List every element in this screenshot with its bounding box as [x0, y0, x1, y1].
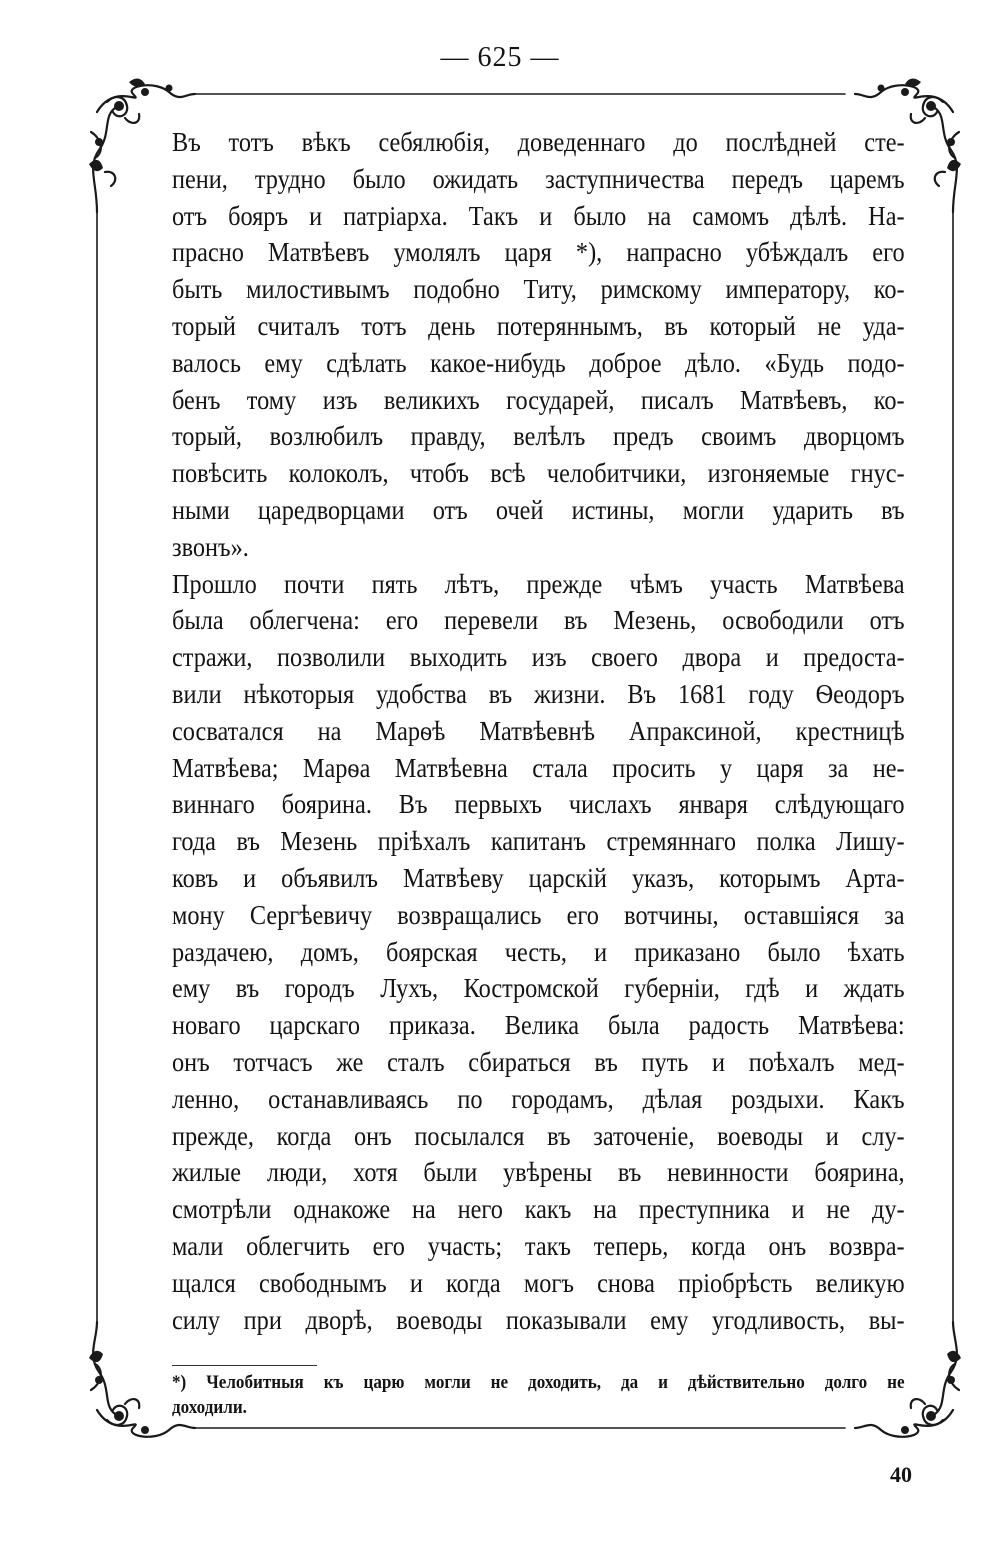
text-line: Въ тотъ вѣкъ себялюбія, доведеннаго до послѣдней сте-	[172, 127, 905, 157]
text-line: бенъ тому изъ великихъ государей, писалъ Матвѣевъ, ко-	[172, 384, 905, 415]
text-line: мону Сергѣевичу возвращались его вотчины, оставшіяся за	[172, 899, 905, 930]
text-line: Прошло почти пять лѣтъ, прежде чѣмъ участь Матвѣева	[172, 568, 905, 599]
text-line: новаго царскаго приказа. Велика была радость Матвѣева:	[172, 1010, 905, 1041]
text-line: быть милостивымъ подобно Титу, римскому императору, ко-	[172, 274, 905, 305]
text-line: вили нѣкоторыя удобства въ жизни. Въ 1681 году Ѳеодоръ	[172, 678, 905, 709]
text-line: раздачею, домъ, боярская честь, и приказано было ѣхать	[172, 936, 905, 967]
text-line: была облегчена: его перевели въ Мезень, освободили отъ	[172, 605, 905, 636]
text-line: силу при дворѣ, воеводы показывали ему угодливость, вы-	[172, 1304, 905, 1335]
text-line: мали облегчить его участь; такъ теперь, когда онъ возвра-	[172, 1230, 905, 1261]
text-line: Матвѣева; Марѳа Матвѣевна стала просить у царя за не-	[172, 752, 905, 783]
text-line: сосватался на Марѳѣ Матвѣевнѣ Апраксиной, крестницѣ	[172, 715, 905, 746]
footnote	[172, 1370, 905, 1420]
text-line: валось ему сдѣлать какое-нибудь доброе дѣло. «Будь подо-	[172, 347, 905, 378]
footnote-line: *) Челобитныя къ царю могли не доходить, да и дѣйствительно долго не	[172, 1372, 905, 1393]
text-line: ковъ и объявилъ Матвѣеву царскій указъ, которымъ Арта-	[172, 862, 905, 893]
text-line: виннаго боярина. Въ первыхъ числахъ января слѣдующаго	[172, 789, 905, 820]
text-line: прасно Матвѣевъ умолялъ царя *), напрасно убѣждалъ его	[172, 237, 905, 268]
text-line: жилые люди, хотя были увѣрены въ невинности боярина,	[172, 1157, 905, 1188]
footnote-line: доходили.	[172, 1397, 247, 1418]
text-line: ленно, останавливаясь по городамъ, дѣлая роздыхи. Какъ	[172, 1083, 905, 1114]
text-line: торый считалъ тотъ день потеряннымъ, въ который не уда-	[172, 310, 905, 341]
text-line: года въ Мезень пріѣхалъ капитанъ стремяннаго полка Лишу-	[172, 826, 905, 857]
text-line: отъ бояръ и патріарха. Такъ и было на самомъ дѣлѣ. На-	[172, 200, 905, 231]
signature-mark: 40	[890, 1462, 912, 1487]
text-line: смотрѣли однакоже на него какъ на преступника и не ду-	[172, 1194, 905, 1225]
text-line: звонъ».	[172, 531, 249, 562]
text-line: щался свободнымъ и когда могъ снова пріобрѣсть великую	[172, 1267, 905, 1298]
text-line: повѣсить колоколъ, чтобъ всѣ челобитчики, изгоняемые гнус-	[172, 458, 905, 489]
text-line: пени, трудно было ожидать заступничества передъ царемъ	[172, 163, 905, 194]
text-line: торый, возлюбилъ правду, велѣлъ предъ своимъ дворцомъ	[172, 421, 905, 452]
footnote-rule	[172, 1365, 317, 1366]
text-line: ными царедворцами отъ очей истины, могли ударить въ	[172, 494, 905, 525]
text-line: онъ тотчасъ же сталъ сбираться въ путь и поѣхалъ мед-	[172, 1046, 905, 1077]
text-line: стражи, позволили выходить изъ своего двора и предоста-	[172, 642, 905, 673]
body-text	[172, 124, 905, 1338]
text-line: ему въ городъ Лухъ, Костромской губерніи, гдѣ и ждать	[172, 973, 905, 1004]
text-line: прежде, когда онъ посылался въ заточеніе, воеводы и слу-	[172, 1120, 905, 1151]
page-number: — 625 —	[440, 42, 560, 73]
